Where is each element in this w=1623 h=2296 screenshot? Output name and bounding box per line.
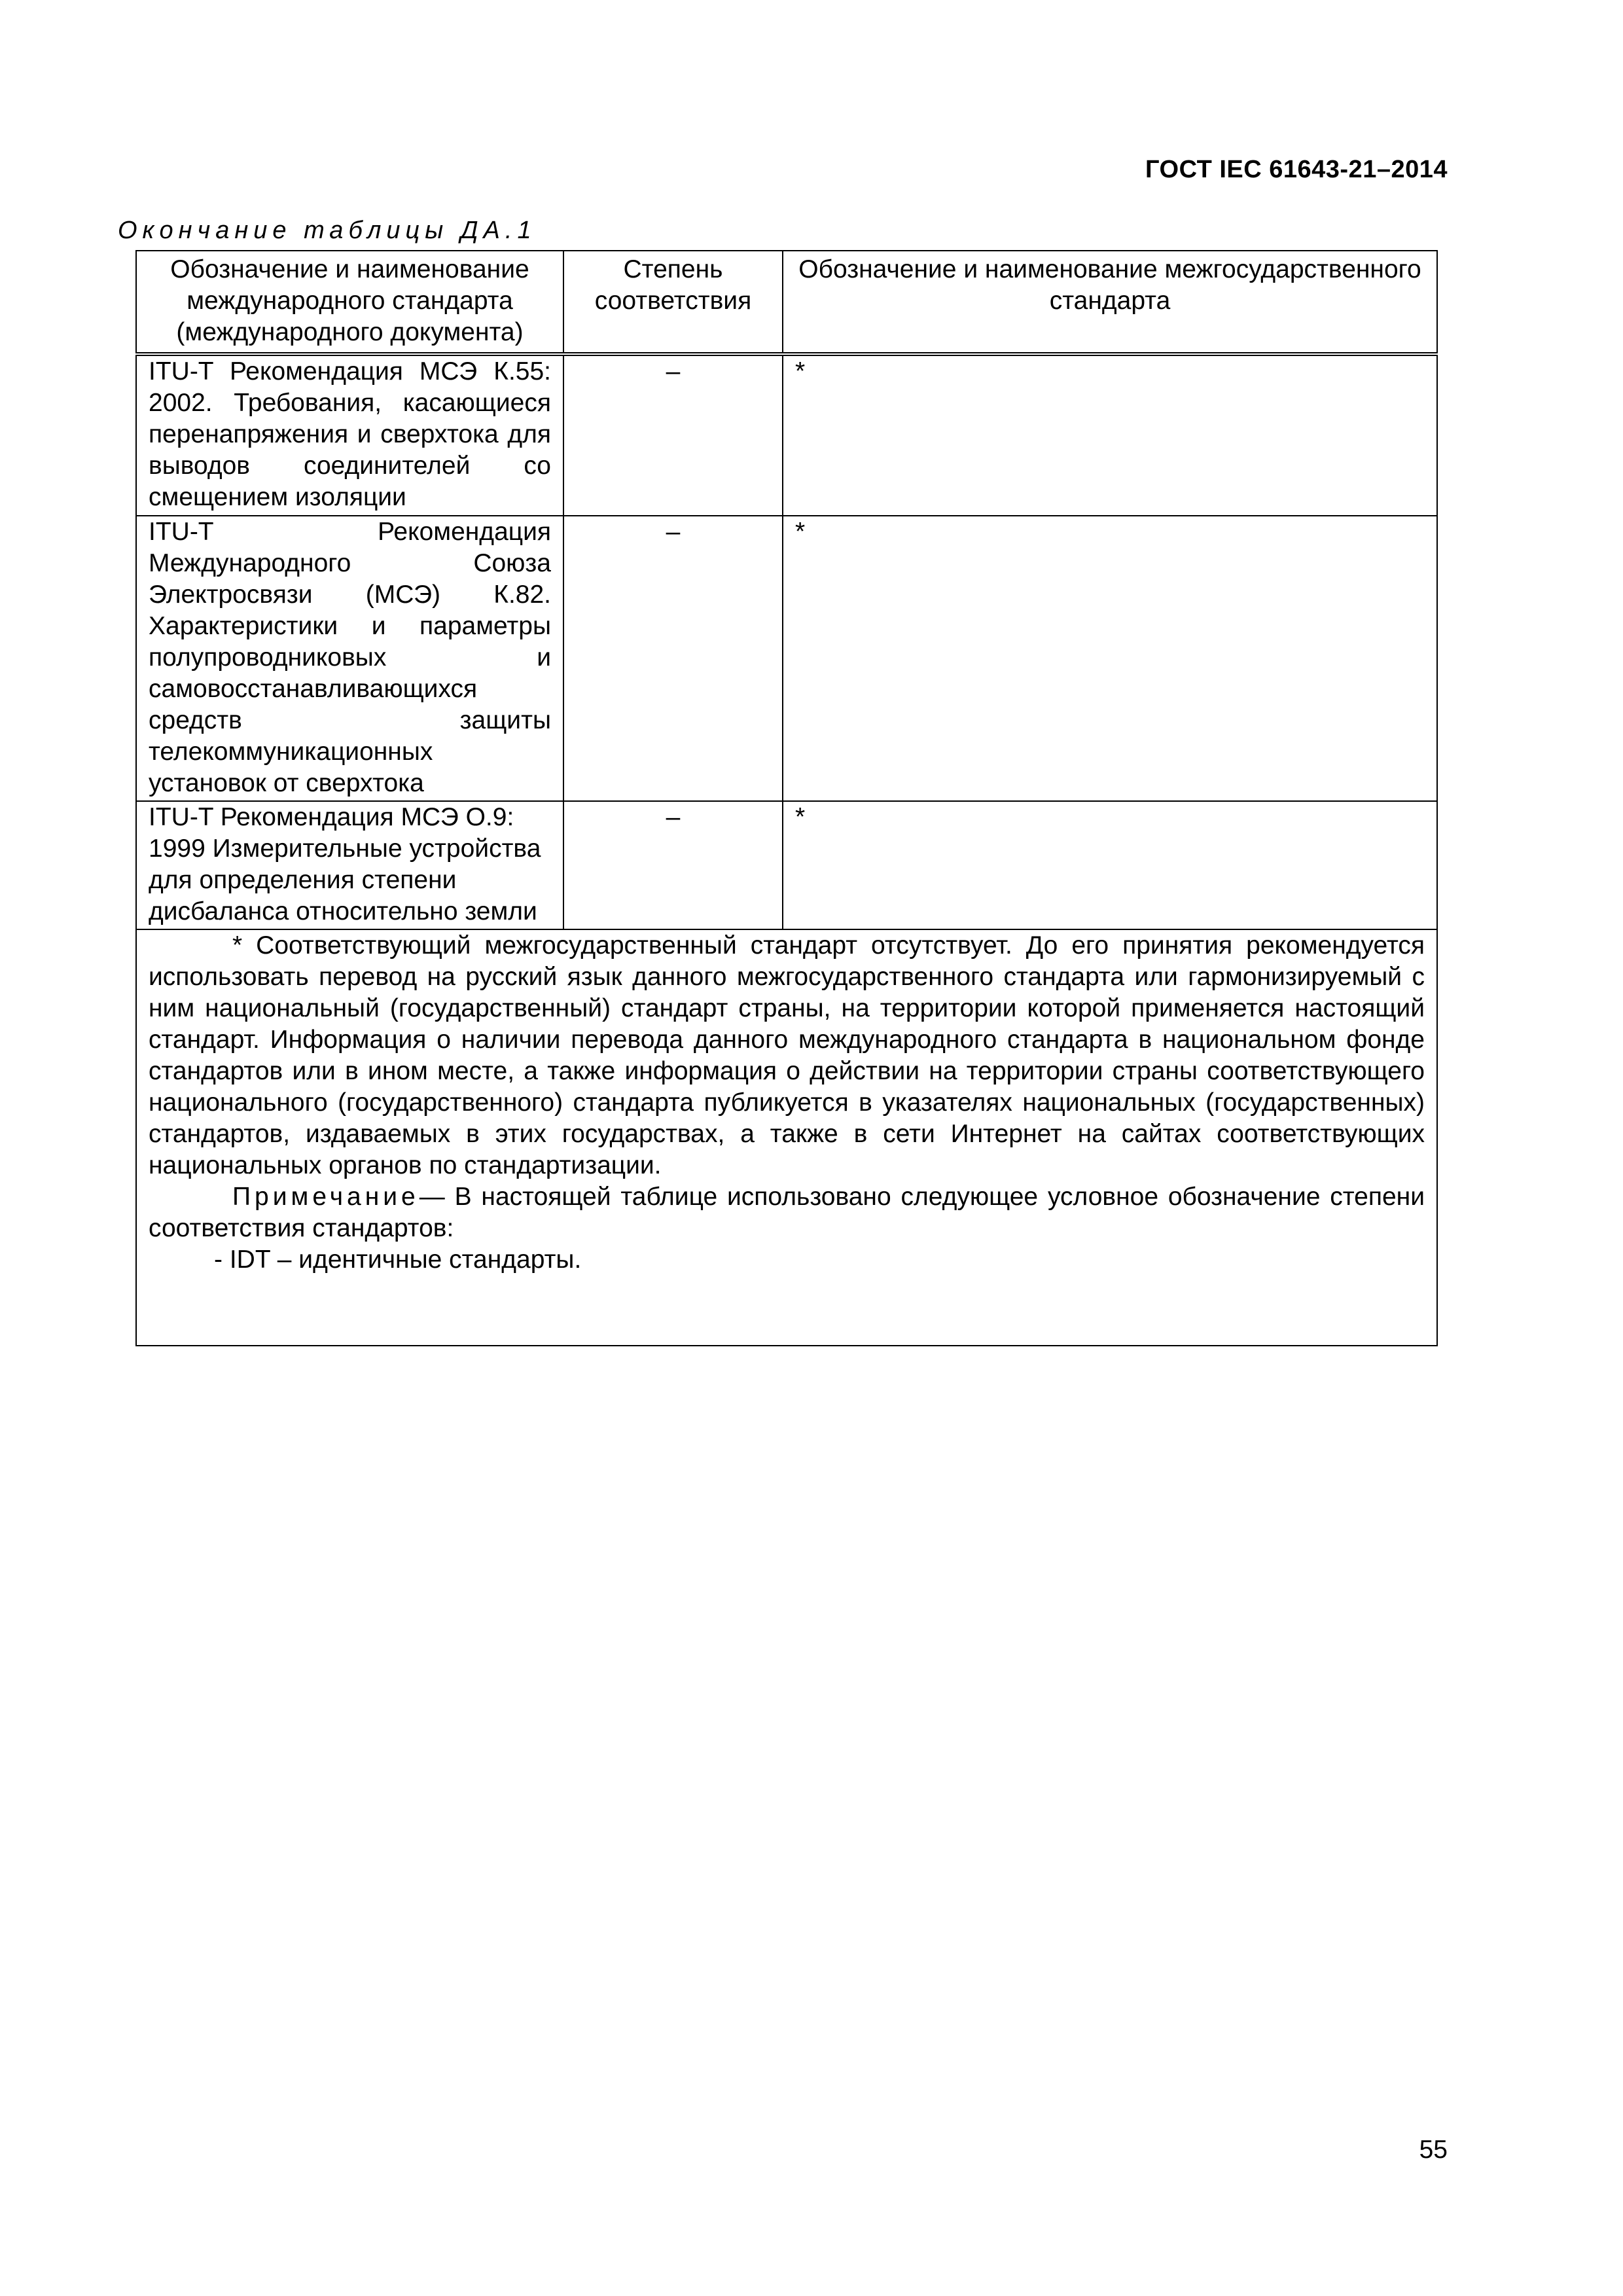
table-row — [136, 801, 1437, 929]
column-header-degree: Степень соответствия — [563, 251, 783, 354]
table-caption: Окончание таблицы ДА.1 — [118, 217, 537, 244]
column-header-interstate-standard: Обозначение и наименование межгосударственного стандарта — [783, 251, 1437, 354]
degree-cell: – — [563, 354, 783, 516]
degree-cell: – — [563, 516, 783, 801]
international-standard-cell: ITU-T Рекомендация Международного Союза Электросвязи (МСЭ) К.82. Характеристики и параметры полупроводниковых и самовосстанавливающихся средств защиты телекоммуникационных установок от сверхтока — [136, 516, 563, 801]
note-paragraph — [149, 1181, 1425, 1244]
international-standard-cell: ITU-T Рекомендация МСЭ К.55: 2002. Требования, касающиеся перенапряжения и сверхтока для выводов соединителей со смещением изоляции — [136, 354, 563, 516]
table-header-row — [136, 251, 1437, 354]
document-code: ГОСТ IEC 61643-21–2014 — [1145, 156, 1448, 183]
table-row — [136, 354, 1437, 516]
note-label: Примечание — [232, 1183, 419, 1211]
interstate-standard-cell: * — [783, 516, 1437, 801]
page-number: 55 — [1419, 2136, 1448, 2164]
column-header-international-standard: Обозначение и наименование международного стандарта (международного документа) — [136, 251, 563, 354]
footnote-row — [136, 929, 1437, 1346]
footnote-cell — [136, 929, 1437, 1346]
international-standard-cell: ITU-T Рекомендация МСЭ О.9: 1999 Измерительные устройства для определения степени дисбаланса относительно земли — [136, 801, 563, 929]
table-row — [136, 516, 1437, 801]
interstate-standard-cell: * — [783, 801, 1437, 929]
interstate-standard-cell: * — [783, 354, 1437, 516]
footnote-text: * Соответствующий межгосударственный стандарт отсутствует. До его принятия рекомендуется использовать перевод на русский язык данного межгосударственного стандарта или гармонизируемый с ним национальный (государственный) стандарт страны, на территории которой применяется настоящий стандарт. Информация о наличии перевода данного международного стандарта в национальном фонде стандартов или в ином месте, а также информация о действии на территории страны соответствующего национального (государственного) стандарта публикуется в указателях национальных (государственных) стандартов, издаваемых в этих государствах, а также в сети Интернет на сайтах соответствующих национальных органов по стандартизации. — [149, 931, 1425, 1179]
correspondence-table — [135, 250, 1438, 1346]
degree-cell: – — [563, 801, 783, 929]
note-text: — В настоящей таблице использовано следующее условное обозначение степени соответствия стандартов: — [149, 1183, 1425, 1242]
legend-line: - IDT – идентичные стандарты. — [214, 1246, 582, 1274]
